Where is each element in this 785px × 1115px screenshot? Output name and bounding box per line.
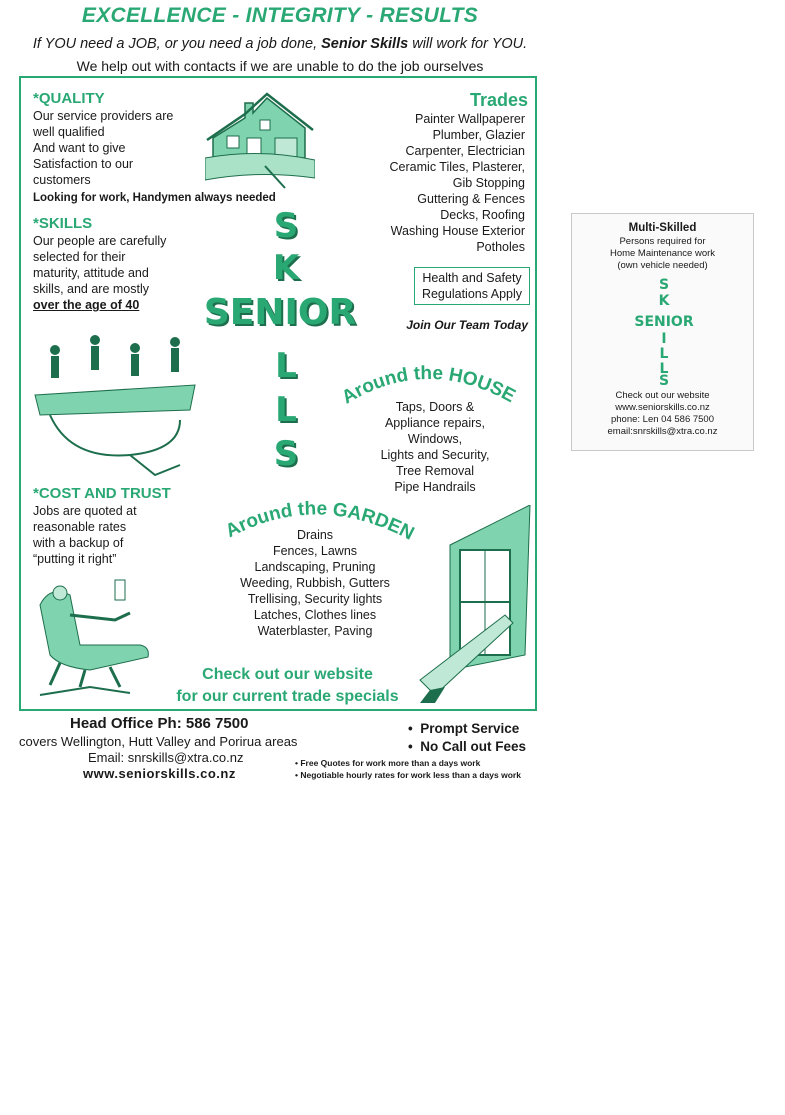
cost-trust-text	[33, 503, 193, 567]
bullet-text: Negotiable hourly rates for work less than a days work	[300, 770, 521, 780]
skills-title: *SKILLS	[33, 215, 93, 232]
skills-line: Our people are carefully	[33, 234, 167, 248]
cost-line: Jobs are quoted at	[33, 504, 137, 518]
cost-trust-title: *COST AND TRUST	[33, 485, 171, 502]
website-cta-line: Check out our website	[202, 666, 373, 683]
house-item: Lights and Security,	[380, 448, 490, 462]
quality-line: Satisfaction to our	[33, 157, 134, 171]
head-office-label: Head Office	[70, 715, 154, 732]
multi-skilled-card	[571, 213, 754, 451]
bullet-free-quotes: • Free Quotes for work more than a days work	[295, 758, 481, 768]
head-office	[70, 715, 248, 732]
card-contact-line[interactable]: www.seniorskills.co.nz	[615, 402, 710, 413]
logo-letter: S	[273, 206, 299, 246]
card-contact-line[interactable]: email:snrskills@xtra.co.nz	[607, 426, 718, 437]
trade-item: Decks, Roofing	[440, 208, 525, 222]
garden-item: Latches, Clothes lines	[253, 608, 377, 622]
head-office-phone: Ph: 586 7500	[157, 715, 249, 732]
house-illustration	[205, 88, 315, 190]
bullet-text: No Call out Fees	[420, 739, 526, 754]
card-title: Multi-Skilled	[628, 222, 697, 234]
health-line: Health and Safety	[422, 271, 522, 285]
join-our-team: Join Our Team Today	[406, 318, 528, 332]
logo-letter: L	[275, 346, 297, 386]
card-contact-line: Check out our website	[615, 390, 710, 401]
card-line: Persons required for	[619, 236, 706, 247]
coverage-areas: covers Wellington, Hutt Valley and Porirua areas	[19, 734, 298, 749]
card-logo-letter: K	[658, 293, 670, 309]
website-cta	[140, 664, 435, 708]
bullet-prompt-service: • Prompt Service	[408, 721, 520, 736]
quality-line: customers	[33, 173, 91, 187]
skills-line: maturity, attitude and	[33, 266, 149, 280]
card-contact	[572, 390, 753, 438]
skills-age: over the age of 40	[33, 298, 140, 312]
footer-email[interactable]: Email: snrskills@xtra.co.nz	[88, 750, 244, 765]
house-item: Taps, Doors &	[395, 400, 475, 414]
card-contact-line: phone: Len 04 586 7500	[610, 414, 714, 425]
quality-text	[33, 108, 203, 188]
house-item: Windows,	[407, 432, 463, 446]
bullet-text: Free Quotes for work more than a days work	[300, 758, 481, 768]
bullet-negotiable-rates: • Negotiable hourly rates for work less than a days work	[295, 770, 521, 780]
around-garden-title: Around the GARDEN	[222, 498, 418, 545]
house-item: Pipe Handrails	[394, 480, 476, 494]
headline: EXCELLENCE - INTEGRITY - RESULTS	[81, 4, 479, 27]
tagline-brand: Senior Skills	[321, 36, 409, 52]
trade-item: Washing House Exterior	[390, 224, 525, 238]
house-list	[355, 399, 515, 495]
garden-item: Landscaping, Pruning	[254, 560, 376, 574]
garden-item: Trellising, Security lights	[247, 592, 383, 606]
quality-line: well qualified	[33, 125, 105, 139]
logo-letter: S	[273, 434, 299, 474]
garden-item: Drains	[296, 528, 334, 542]
trade-item: Plumber, Glazier	[432, 128, 525, 142]
card-line: Home Maintenance work	[609, 248, 716, 259]
bullet-text: Prompt Service	[420, 721, 520, 736]
skills-line: selected for their	[33, 250, 126, 264]
trade-item: Guttering & Fences	[417, 192, 525, 206]
trades-title: Trades	[469, 90, 528, 110]
trade-item: Potholes	[476, 240, 525, 254]
skills-line: skills, and are mostly	[33, 282, 150, 296]
trade-item: Carpenter, Electrician	[405, 144, 525, 158]
quality-line: And want to give	[33, 141, 126, 155]
house-item: Tree Removal	[395, 464, 475, 478]
card-logo-letter: S	[658, 373, 670, 389]
trades-list	[360, 111, 525, 255]
logo-letter: L	[275, 390, 297, 430]
looking-for-work: Looking for work, Handymen always needed	[33, 192, 276, 204]
bullet-no-callout-fees: • No Call out Fees	[408, 739, 526, 754]
logo-letter: K	[272, 248, 300, 288]
card-logo-letter: S	[658, 277, 670, 293]
cost-line: “putting it right”	[33, 552, 117, 566]
logo-senior-word: SENIOR	[203, 292, 357, 333]
cost-line: with a backup of	[33, 536, 124, 550]
trade-item: Ceramic Tiles, Plasterer,	[389, 160, 525, 174]
website-cta-line: for our current trade specials	[176, 688, 399, 705]
quality-line: Our service providers are	[33, 109, 174, 123]
around-house-title: Around the HOUSE	[338, 362, 519, 409]
tagline-part-a: If YOU need a JOB, or you need a job done,	[32, 36, 318, 52]
card-logo-letter: L	[659, 346, 669, 362]
health-line: Regulations Apply	[421, 287, 523, 301]
garden-item: Weeding, Rubbish, Gutters	[240, 576, 390, 590]
card-logo-letter: I	[661, 331, 667, 347]
card-logo-word: SENIOR	[634, 314, 694, 330]
trade-item: Painter Wallpaperer	[414, 112, 525, 126]
tagline	[0, 36, 560, 52]
house-item: Appliance repairs,	[384, 416, 486, 430]
footer-website[interactable]: www.seniorskills.co.nz	[83, 766, 236, 781]
health-safety-box	[414, 267, 530, 305]
garden-item: Waterblaster, Paving	[257, 624, 373, 638]
cost-line: reasonable rates	[33, 520, 127, 534]
trade-item: Gib Stopping	[452, 176, 525, 190]
quality-title: *QUALITY	[33, 90, 105, 107]
card-intro	[572, 236, 753, 272]
garden-list	[225, 527, 405, 639]
card-line: (own vehicle needed)	[617, 260, 708, 271]
garden-item: Fences, Lawns	[272, 544, 358, 558]
card-logo-letter: L	[659, 361, 669, 377]
tagline-part-b: will work for YOU.	[412, 36, 528, 52]
gardeners-in-hand-illustration	[30, 320, 200, 480]
tagline-contacts: We help out with contacts if we are unable to do the job ourselves	[76, 58, 484, 74]
skills-text	[33, 233, 203, 313]
